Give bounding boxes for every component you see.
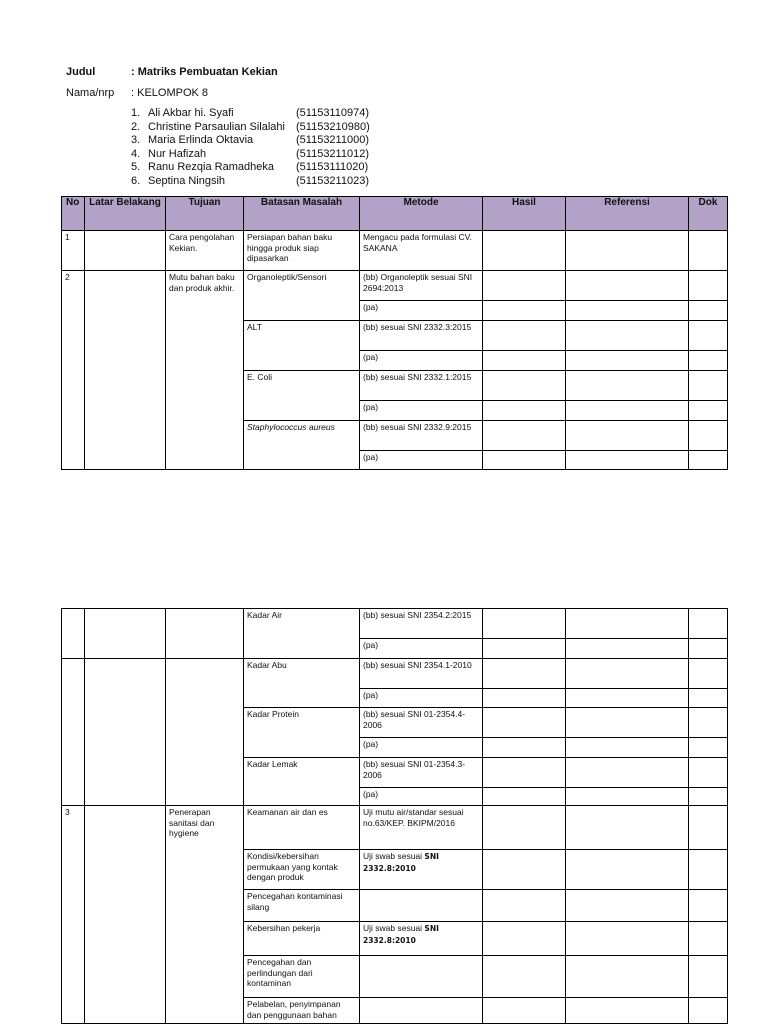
cell-dok	[689, 956, 728, 998]
cell-tujuan: Cara pengolahan Kekian.	[166, 231, 244, 271]
cell-dok	[689, 401, 728, 421]
cell-referensi	[566, 271, 689, 301]
cell-batasan: Kadar Air	[244, 609, 360, 659]
cell-hasil	[483, 890, 566, 922]
nama-label: Nama/nrp	[66, 87, 115, 99]
cell-hasil	[483, 639, 566, 659]
cell-batasan: Staphylococcus aureus	[244, 421, 360, 470]
cell-dok	[689, 758, 728, 788]
cell-batasan: Kadar Lemak	[244, 758, 360, 806]
nama-value: : KELOMPOK 8	[131, 87, 209, 99]
cell-hasil	[483, 738, 566, 758]
cell-referensi	[566, 451, 689, 470]
cell-metode	[360, 956, 483, 998]
cell-hasil	[483, 351, 566, 371]
cell-metode: (pa)	[360, 351, 483, 371]
judul-label: Judul	[66, 66, 96, 78]
cell-batasan: Kadar Abu	[244, 659, 360, 708]
cell-hasil	[483, 922, 566, 956]
cell-referensi	[566, 371, 689, 401]
cell-referensi	[566, 689, 689, 708]
cell-batasan: Pelabelan, penyimpanan dan penggunaan bahan	[244, 998, 360, 1024]
name-line	[66, 86, 209, 100]
cell-no	[62, 609, 85, 659]
cell-referensi	[566, 788, 689, 806]
cell-hasil	[483, 421, 566, 451]
cell-referensi	[566, 639, 689, 659]
cell-dok	[689, 271, 728, 301]
col-header: Latar Belakang	[85, 197, 166, 231]
cell-latar	[85, 271, 166, 470]
cell-referensi	[566, 922, 689, 956]
list-item: 4. Nur Hafizah (51153211012)	[131, 147, 369, 160]
list-item: 3. Maria Erlinda Oktavia (51153211000)	[131, 134, 369, 147]
cell-batasan: Kebersihan pekerja	[244, 922, 360, 956]
col-header: Batasan Masalah	[244, 197, 360, 231]
cell-hasil	[483, 321, 566, 351]
table-row	[62, 659, 728, 689]
cell-hasil	[483, 689, 566, 708]
cell-dok	[689, 708, 728, 738]
cell-batasan: Pencegahan kontaminasi silang	[244, 890, 360, 922]
cell-hasil	[483, 850, 566, 890]
cell-no	[62, 659, 85, 806]
cell-referensi	[566, 998, 689, 1024]
cell-dok	[689, 609, 728, 639]
cell-referensi	[566, 301, 689, 321]
cell-batasan: Persiapan bahan baku hingga produk siap dipasarkan	[244, 231, 360, 271]
cell-referensi	[566, 421, 689, 451]
cell-metode: (bb) sesuai SNI 01-2354.3-2006	[360, 758, 483, 788]
cell-referensi	[566, 738, 689, 758]
list-item: 1. Ali Akbar hi. Syafi (51153110974)	[131, 107, 369, 119]
cell-no: 3	[62, 806, 85, 1024]
cell-metode: (bb) sesuai SNI 2332.1:2015	[360, 371, 483, 401]
col-header: No	[62, 197, 85, 231]
cell-metode: (bb) sesuai SNI 2354.2:2015	[360, 609, 483, 639]
cell-referensi	[566, 956, 689, 998]
cell-metode: Uji swab sesuai SNI 2332.8:2010	[360, 850, 483, 890]
matrix-table-continued	[61, 608, 728, 1024]
cell-referensi	[566, 708, 689, 738]
cell-referensi	[566, 231, 689, 271]
cell-hasil	[483, 956, 566, 998]
cell-metode: (bb) sesuai SNI 2354.1-2010	[360, 659, 483, 689]
cell-dok	[689, 371, 728, 401]
cell-hasil	[483, 659, 566, 689]
cell-dok	[689, 738, 728, 758]
table-header-row	[62, 197, 728, 231]
cell-hasil	[483, 758, 566, 788]
cell-batasan: Organoleptik/Sensori	[244, 271, 360, 321]
cell-metode: Uji swab sesuai SNI 2332.8:2010	[360, 922, 483, 956]
cell-referensi	[566, 321, 689, 351]
table-row	[62, 609, 728, 639]
cell-latar	[85, 609, 166, 659]
col-header: Tujuan	[166, 197, 244, 231]
cell-hasil	[483, 301, 566, 321]
cell-referensi	[566, 659, 689, 689]
cell-dok	[689, 301, 728, 321]
title-line	[66, 65, 278, 79]
cell-dok	[689, 806, 728, 850]
cell-hasil	[483, 401, 566, 421]
cell-batasan: E. Coli	[244, 371, 360, 421]
col-header: Hasil	[483, 197, 566, 231]
cell-batasan: ALT	[244, 321, 360, 371]
cell-tujuan: Mutu bahan baku dan produk akhir.	[166, 271, 244, 470]
table-row	[62, 806, 728, 850]
cell-batasan: Kondisi/kebersihan permukaan yang kontak dengan produk	[244, 850, 360, 890]
table-row	[62, 271, 728, 301]
cell-referensi	[566, 351, 689, 371]
cell-dok	[689, 890, 728, 922]
cell-hasil	[483, 788, 566, 806]
cell-metode: (bb) sesuai SNI 2332.9:2015	[360, 421, 483, 451]
cell-dok	[689, 659, 728, 689]
cell-dok	[689, 922, 728, 956]
cell-metode: (bb) Organoleptik sesuai SNI 2694:2013	[360, 271, 483, 301]
member-list	[131, 107, 370, 189]
cell-metode	[360, 998, 483, 1024]
cell-hasil	[483, 231, 566, 271]
cell-latar	[85, 659, 166, 806]
cell-dok	[689, 788, 728, 806]
cell-hasil	[483, 271, 566, 301]
cell-metode: (bb) sesuai SNI 01-2354.4-2006	[360, 708, 483, 738]
matrix-table	[61, 196, 728, 470]
cell-hasil	[483, 806, 566, 850]
cell-metode: (pa)	[360, 639, 483, 659]
cell-dok	[689, 850, 728, 890]
cell-dok	[689, 351, 728, 371]
col-header: Metode	[360, 197, 483, 231]
cell-batasan: Kadar Protein	[244, 708, 360, 758]
cell-latar	[85, 231, 166, 271]
cell-metode: (pa)	[360, 788, 483, 806]
cell-metode: (bb) sesuai SNI 2332.3:2015	[360, 321, 483, 351]
cell-dok	[689, 998, 728, 1024]
cell-dok	[689, 231, 728, 271]
cell-no: 2	[62, 271, 85, 470]
cell-batasan: Keamanan air dan es	[244, 806, 360, 850]
cell-metode: (pa)	[360, 301, 483, 321]
cell-hasil	[483, 708, 566, 738]
cell-batasan: Pencegahan dan perlindungan dari kontaminan	[244, 956, 360, 998]
cell-metode: (pa)	[360, 738, 483, 758]
list-item: 6. Septina Ningsih (51153211023)	[131, 174, 369, 187]
list-item: 2. Christine Parsaulian Silalahi (51153210980)	[131, 120, 370, 133]
cell-dok	[689, 689, 728, 708]
cell-metode: (pa)	[360, 401, 483, 421]
table-row	[62, 231, 728, 271]
cell-referensi	[566, 401, 689, 421]
cell-referensi	[566, 850, 689, 890]
cell-latar	[85, 806, 166, 1024]
cell-no: 1	[62, 231, 85, 271]
cell-hasil	[483, 371, 566, 401]
cell-dok	[689, 421, 728, 451]
cell-tujuan: Penerapan sanitasi dan hygiene	[166, 806, 244, 1024]
cell-dok	[689, 321, 728, 351]
cell-hasil	[483, 609, 566, 639]
cell-metode: (pa)	[360, 451, 483, 470]
cell-referensi	[566, 609, 689, 639]
cell-hasil	[483, 998, 566, 1024]
col-header: Referensi	[566, 197, 689, 231]
cell-metode	[360, 890, 483, 922]
list-item: 5. Ranu Rezqia Ramadheka (51153111020)	[131, 161, 369, 174]
cell-referensi	[566, 890, 689, 922]
cell-metode: Mengacu pada formulasi CV. SAKANA	[360, 231, 483, 271]
cell-tujuan	[166, 609, 244, 659]
cell-referensi	[566, 806, 689, 850]
col-header: Dok	[689, 197, 728, 231]
cell-tujuan	[166, 659, 244, 806]
cell-metode: Uji mutu air/standar sesuai no.63/KEP. BKIPM/2016	[360, 806, 483, 850]
cell-dok	[689, 451, 728, 470]
judul-value: : Matriks Pembuatan Kekian	[131, 66, 278, 78]
cell-metode: (pa)	[360, 689, 483, 708]
cell-referensi	[566, 758, 689, 788]
cell-hasil	[483, 451, 566, 470]
cell-dok	[689, 639, 728, 659]
